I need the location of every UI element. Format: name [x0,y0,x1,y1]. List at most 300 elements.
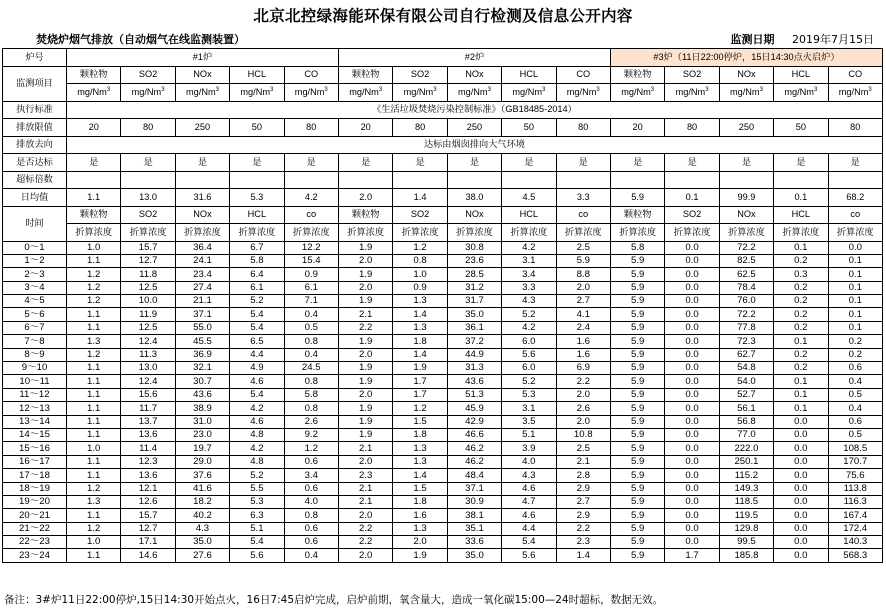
hour-row [3,375,883,388]
hour-value: 3.5 [502,415,556,428]
hour-label: 11～12 [3,388,67,401]
hour-row [3,442,883,455]
hour-value: 5.9 [610,388,664,401]
hour-value: 6.0 [502,362,556,375]
hour-value: 0.0 [774,495,828,508]
hour-value: 2.4 [556,321,610,334]
compliant-label: 是否达标 [3,154,67,172]
unit-text: mg/Nm [729,87,760,98]
unit-text: mg/Nm [77,87,107,98]
hour-value: 0.0 [665,402,719,415]
exceed-value [121,171,175,189]
hour-value: 0.2 [774,348,828,361]
hourly-pollutant-header: 颗粒物 [338,206,392,224]
unit-cell [121,84,175,102]
hour-value: 30.8 [447,241,501,254]
hour-value: 0.8 [393,254,447,267]
hour-row [3,509,883,522]
limit-value: 250 [719,119,773,137]
hourly-pollutant-header: SO2 [121,206,175,224]
hour-value: 0.9 [393,281,447,294]
hour-value: 21.1 [175,295,229,308]
hour-value: 0.6 [828,415,882,428]
hour-label: 22～23 [3,536,67,549]
hour-value: 12.1 [121,482,175,495]
exceed-value [665,171,719,189]
hour-value: 2.5 [556,442,610,455]
hour-value: 4.2 [502,241,556,254]
hour-value: 48.4 [447,469,501,482]
hour-value: 28.5 [447,268,501,281]
hour-value: 5.2 [230,295,284,308]
hour-label: 10～11 [3,375,67,388]
unit-superscript: 3 [161,87,165,94]
hour-value: 5.2 [502,375,556,388]
unit-cell [393,84,447,102]
converted-concentration-header: 折算浓度 [175,224,229,242]
hour-value: 31.3 [447,362,501,375]
converted-concentration-header: 折算浓度 [447,224,501,242]
hour-value: 4.6 [502,509,556,522]
hour-value: 5.1 [230,522,284,535]
unit-superscript: 3 [705,87,709,94]
hour-value: 0.0 [665,388,719,401]
hour-value: 5.9 [610,295,664,308]
hour-value: 5.9 [610,268,664,281]
hour-value: 4.4 [502,522,556,535]
hour-value: 1.0 [67,241,121,254]
hour-value: 0.0 [828,241,882,254]
hour-value: 35.1 [447,522,501,535]
page-title: 北京北控绿海能环保有限公司自行检测及信息公开内容 [253,7,633,25]
limit-value: 250 [447,119,501,137]
hour-value: 5.1 [502,428,556,441]
daily-avg-value: 31.6 [175,189,229,207]
hour-label: 3～4 [3,281,67,294]
hour-value: 42.9 [447,415,501,428]
hour-value: 1.9 [338,428,392,441]
hour-label: 6～7 [3,321,67,334]
hour-value: 2.7 [556,295,610,308]
hour-value: 5.9 [610,348,664,361]
unit-text: mg/Nm [621,87,651,98]
hour-value: 4.4 [230,348,284,361]
hour-value: 75.6 [828,469,882,482]
furnace-2-header: #2炉 [338,49,610,67]
hour-value: 5.9 [610,254,664,267]
hour-value: 1.1 [67,308,121,321]
hour-value: 2.0 [556,415,610,428]
pollutant-header: SO2 [665,66,719,84]
hour-value: 13.6 [121,469,175,482]
hour-label: 21～22 [3,522,67,535]
hour-value: 0.0 [774,509,828,522]
hour-value: 37.1 [447,482,501,495]
hour-value: 0.3 [774,268,828,281]
time-label: 时间 [3,206,67,241]
pollutant-header: SO2 [121,66,175,84]
exceed-value [556,171,610,189]
hour-value: 4.8 [230,455,284,468]
hourly-pollutant-header: HCL [230,206,284,224]
hour-label: 2～3 [3,268,67,281]
hour-value: 29.0 [175,455,229,468]
hour-value: 0.8 [284,509,338,522]
hourly-pollutant-header: NOx [719,206,773,224]
compliant-value: 是 [828,154,882,172]
hour-value: 17.1 [121,536,175,549]
daily-avg-value: 3.3 [556,189,610,207]
exceed-value [447,171,501,189]
hour-value: 0.1 [774,402,828,415]
remark-note: 备注：3#炉11日22:00停炉,15日14:30开始点火，16日7:45启炉完成，启炉前期，氧含量大，造成一氧化碳15:00—24时超标，数据无效。 [4,594,664,606]
hour-value: 2.0 [393,536,447,549]
hour-value: 30.9 [447,495,501,508]
hourly-pollutant-header: co [284,206,338,224]
unit-superscript: 3 [813,87,818,94]
unit-cell [230,84,284,102]
hour-value: 5.9 [610,415,664,428]
hour-value: 6.5 [230,335,284,348]
hour-value: 1.5 [393,415,447,428]
hour-value: 2.2 [338,536,392,549]
hour-row [3,362,883,375]
hour-value: 35.0 [447,308,501,321]
hour-value: 1.3 [393,522,447,535]
exceed-value [502,171,556,189]
compliant-value: 是 [393,154,447,172]
furnace-1-header: #1炉 [67,49,339,67]
unit-cell [665,84,719,102]
converted-concentration-header: 折算浓度 [774,224,828,242]
hour-value: 1.4 [393,469,447,482]
hourly-pollutant-header: co [828,206,882,224]
standard-text: 《生活垃圾焚烧污染控制标准》（GB18485-2014） [67,101,883,119]
unit-row [3,84,883,102]
hour-value: 0.8 [284,375,338,388]
hour-value: 1.2 [67,482,121,495]
exceed-value [338,171,392,189]
exceed-label: 超标倍数 [3,171,67,189]
hour-value: 56.1 [719,402,773,415]
converted-concentration-header: 折算浓度 [828,224,882,242]
unit-text: mg/Nm [294,87,325,98]
hour-value: 222.0 [719,442,773,455]
hour-value: 0.6 [828,362,882,375]
hour-value: 2.0 [338,509,392,522]
hour-value: 0.0 [774,455,828,468]
hour-value: 72.3 [719,335,773,348]
subtitle: 焚烧炉烟气排放（自动烟气在线监测装置） [36,33,245,46]
hour-value: 36.9 [175,348,229,361]
hour-value: 0.0 [665,522,719,535]
hour-value: 0.5 [828,428,882,441]
hour-value: 115.2 [719,469,773,482]
unit-text: mg/Nm [566,87,597,98]
unit-cell [67,84,121,102]
hour-row [3,455,883,468]
limit-value: 80 [828,119,882,137]
hour-value: 13.6 [121,428,175,441]
limit-value: 50 [230,119,284,137]
hour-value: 0.0 [665,321,719,334]
hour-value: 170.7 [828,455,882,468]
hour-value: 62.7 [719,348,773,361]
hour-value: 1.1 [67,455,121,468]
hour-value: 54.8 [719,362,773,375]
hour-value: 1.9 [338,241,392,254]
hour-value: 55.0 [175,321,229,334]
hour-value: 4.2 [230,402,284,415]
unit-text: mg/Nm [186,87,216,98]
hour-value: 5.9 [556,254,610,267]
hour-value: 2.3 [338,469,392,482]
hour-value: 0.0 [665,362,719,375]
hour-value: 0.2 [828,335,882,348]
hour-value: 38.1 [447,509,501,522]
hour-value: 1.9 [393,549,447,562]
exceed-value [393,171,447,189]
exceed-value [774,171,828,189]
hour-value: 11.7 [121,402,175,415]
hour-value: 1.2 [67,348,121,361]
pollutant-header: CO [556,66,610,84]
hour-value: 140.3 [828,536,882,549]
pollutant-row [3,66,883,84]
hour-value: 4.6 [230,375,284,388]
hour-value: 5.9 [610,281,664,294]
hour-value: 1.0 [393,268,447,281]
hour-value: 1.1 [67,375,121,388]
hour-value: 0.4 [828,402,882,415]
pollutant-header: HCL [774,66,828,84]
unit-cell [502,84,556,102]
hour-value: 9.2 [284,428,338,441]
hour-row [3,295,883,308]
hour-label: 8～9 [3,348,67,361]
hour-row [3,402,883,415]
daily-avg-value: 1.4 [393,189,447,207]
hour-value: 78.4 [719,281,773,294]
hour-value: 35.0 [447,549,501,562]
hour-value: 149.3 [719,482,773,495]
hour-value: 4.6 [230,415,284,428]
hour-value: 23.0 [175,428,229,441]
hour-value: 1.3 [67,335,121,348]
compliant-value: 是 [121,154,175,172]
destination-row [3,136,883,154]
hour-value: 1.1 [67,321,121,334]
hour-value: 12.5 [121,281,175,294]
hour-value: 1.0 [67,442,121,455]
hour-value: 2.0 [338,455,392,468]
hour-value: 0.0 [774,442,828,455]
hour-value: 3.4 [284,469,338,482]
hour-value: 1.2 [393,402,447,415]
hour-value: 0.0 [665,415,719,428]
hour-value: 2.7 [556,495,610,508]
hour-value: 2.0 [556,281,610,294]
hour-value: 1.9 [338,268,392,281]
hour-value: 5.9 [610,469,664,482]
unit-superscript: 3 [378,87,383,94]
hour-value: 5.4 [230,536,284,549]
limit-value: 250 [175,119,229,137]
hourly-pollutant-header: HCL [774,206,828,224]
pollutant-header: NOx [175,66,229,84]
hour-value: 1.1 [67,388,121,401]
hour-value: 1.9 [338,362,392,375]
unit-superscript: 3 [106,87,111,94]
hour-value: 129.8 [719,522,773,535]
hour-label: 18～19 [3,482,67,495]
hour-value: 2.9 [556,482,610,495]
hour-value: 1.1 [67,549,121,562]
unit-superscript: 3 [487,87,491,94]
hour-label: 20～21 [3,509,67,522]
limit-value: 80 [284,119,338,137]
hour-value: 0.0 [665,495,719,508]
hour-value: 46.2 [447,455,501,468]
hour-value: 6.1 [230,281,284,294]
hour-value: 5.6 [502,348,556,361]
hour-value: 0.0 [774,549,828,562]
pollutant-header: HCL [230,66,284,84]
hour-value: 1.3 [393,455,447,468]
hour-value: 3.4 [502,268,556,281]
converted-concentration-header: 折算浓度 [502,224,556,242]
hour-value: 0.1 [774,375,828,388]
hour-value: 3.9 [502,442,556,455]
hour-value: 24.1 [175,254,229,267]
hour-value: 1.2 [67,281,121,294]
hour-value: 0.0 [665,348,719,361]
hour-value: 1.9 [393,362,447,375]
compliant-value: 是 [67,154,121,172]
hour-value: 5.9 [610,428,664,441]
hour-value: 5.9 [610,455,664,468]
converted-concentration-header: 折算浓度 [556,224,610,242]
unit-text: mg/Nm [349,87,379,98]
compliant-value: 是 [284,154,338,172]
hour-value: 12.6 [121,495,175,508]
hour-value: 0.0 [665,442,719,455]
hour-value: 0.2 [774,362,828,375]
unit-text: mg/Nm [240,87,270,98]
hour-value: 1.8 [393,335,447,348]
hour-value: 2.3 [556,536,610,549]
converted-concentration-header: 折算浓度 [67,224,121,242]
hour-label: 4～5 [3,295,67,308]
hour-value: 1.1 [67,362,121,375]
hour-value: 6.4 [230,268,284,281]
unit-cell [556,84,610,102]
destination-label: 排放去向 [3,136,67,154]
hour-value: 1.2 [393,241,447,254]
unit-superscript: 3 [596,87,600,94]
exceed-value [828,171,882,189]
daily-avg-value: 5.9 [610,189,664,207]
hour-value: 0.0 [665,509,719,522]
hour-value: 5.8 [610,241,664,254]
compliant-value: 是 [230,154,284,172]
standard-label: 执行标准 [3,101,67,119]
compliant-value: 是 [774,154,828,172]
hour-value: 23.6 [447,254,501,267]
date-label: 监测日期 [730,33,775,46]
hour-value: 5.9 [610,321,664,334]
hour-value: 2.0 [338,281,392,294]
emissions-table [2,48,883,563]
hour-value: 0.6 [284,455,338,468]
converted-concentration-header: 折算浓度 [610,224,664,242]
compliant-value: 是 [665,154,719,172]
hour-label: 15～16 [3,442,67,455]
daily-avg-value: 68.2 [828,189,882,207]
hour-value: 0.0 [774,428,828,441]
unit-cell [447,84,501,102]
hour-value: 0.0 [665,268,719,281]
converted-concentration-header: 折算浓度 [665,224,719,242]
hour-value: 0.0 [665,281,719,294]
hour-value: 3.1 [502,254,556,267]
hour-row [3,388,883,401]
limit-row [3,119,883,137]
exceed-value [719,171,773,189]
hour-label: 1～2 [3,254,67,267]
hour-value: 37.1 [175,308,229,321]
exceed-value [230,171,284,189]
hour-value: 167.4 [828,509,882,522]
hour-value: 43.6 [447,375,501,388]
hour-value: 27.4 [175,281,229,294]
hour-value: 54.0 [719,375,773,388]
standard-row [3,101,883,119]
hour-value: 3.1 [502,402,556,415]
compliant-value: 是 [175,154,229,172]
hour-value: 6.1 [284,281,338,294]
compliant-value: 是 [502,154,556,172]
hour-row [3,268,883,281]
hour-value: 0.2 [774,308,828,321]
unit-cell [338,84,392,102]
hour-value: 4.3 [502,295,556,308]
hour-value: 1.2 [67,522,121,535]
hour-value: 5.9 [610,549,664,562]
hour-value: 0.4 [284,308,338,321]
converted-concentration-header: 折算浓度 [719,224,773,242]
hour-value: 12.3 [121,455,175,468]
hour-row [3,469,883,482]
hour-label: 13～14 [3,415,67,428]
converted-concentration-header: 折算浓度 [338,224,392,242]
unit-superscript: 3 [759,87,763,94]
hour-value: 1.9 [338,415,392,428]
hour-value: 0.2 [774,295,828,308]
hour-value: 1.3 [393,321,447,334]
limit-value: 20 [67,119,121,137]
hour-value: 0.0 [665,308,719,321]
hour-value: 6.9 [556,362,610,375]
hour-value: 5.9 [610,375,664,388]
hour-value: 4.1 [556,308,610,321]
hour-value: 15.6 [121,388,175,401]
hour-value: 0.0 [665,536,719,549]
hour-value: 7.1 [284,295,338,308]
hour-row [3,241,883,254]
hour-row [3,428,883,441]
exceed-value [67,171,121,189]
